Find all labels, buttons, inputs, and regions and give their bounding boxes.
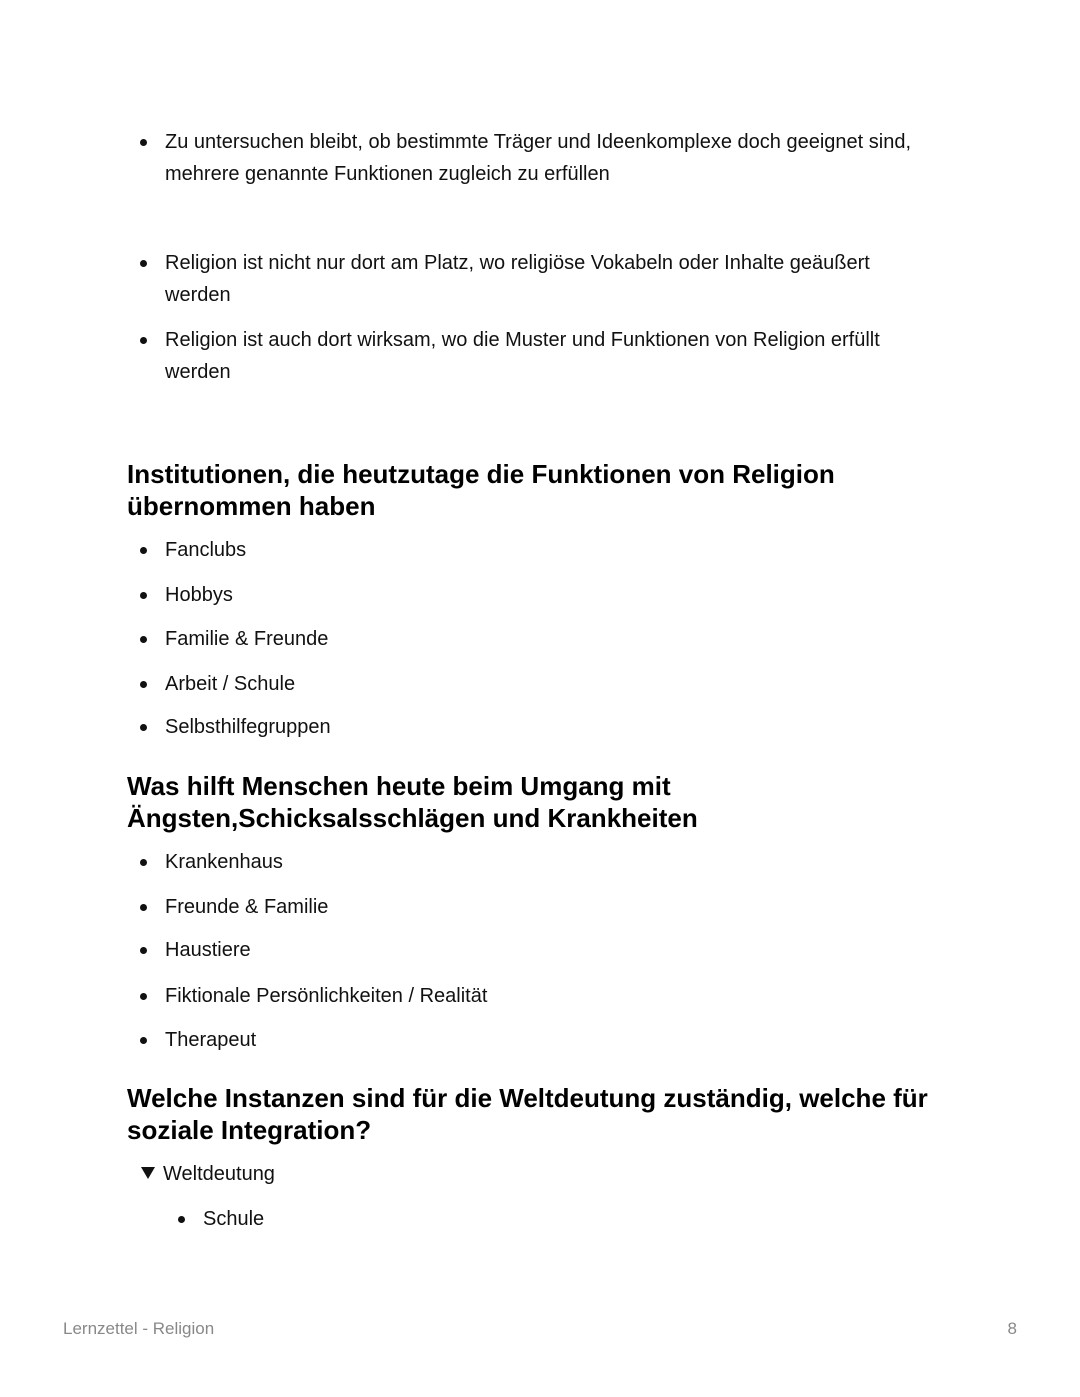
list-item: Therapeut: [165, 1024, 935, 1056]
list-item: Freunde & Familie: [165, 891, 935, 923]
toggle-label: Weltdeutung: [163, 1163, 275, 1185]
toggle-weltdeutung[interactable]: [141, 1158, 275, 1190]
footer-title: Lernzettel - Religion: [63, 1319, 215, 1338]
triangle-down-icon: [141, 1167, 155, 1179]
list-item: Religion ist nicht nur dort am Platz, wo religiöse Vokabeln oder Inhalte geäußert werden: [165, 247, 935, 311]
list-item: Arbeit / Schule: [165, 668, 935, 700]
section-heading: Welche Instanzen sind für die Weltdeutung zuständig, welche für soziale Integration?: [127, 1083, 928, 1145]
list-item: Selbsthilfegruppen: [165, 711, 935, 743]
list-item: Zu untersuchen bleibt, ob bestimmte Träger und Ideenkomplexe doch geeignet sind, mehrere genannte Funktionen zugleich zu erfüllen: [165, 126, 935, 190]
section-heading: Institutionen, die heutzutage die Funktionen von Religion übernommen haben: [127, 459, 835, 521]
list-item: Haustiere: [165, 934, 935, 966]
list-item: Fanclubs: [165, 534, 935, 566]
list-item: Schule: [203, 1203, 973, 1235]
list-item: Hobbys: [165, 579, 935, 611]
section-heading: Was hilft Menschen heute beim Umgang mit Ängsten,Schicksalsschlägen und Krankheiten: [127, 771, 698, 833]
list-item: Fiktionale Persönlichkeiten / Realität: [165, 980, 935, 1012]
list-item: Krankenhaus: [165, 846, 935, 878]
list-item: Familie & Freunde: [165, 623, 935, 655]
page-number: 8: [1007, 1319, 1017, 1338]
list-item: Religion ist auch dort wirksam, wo die Muster und Funktionen von Religion erfüllt werden: [165, 324, 935, 388]
